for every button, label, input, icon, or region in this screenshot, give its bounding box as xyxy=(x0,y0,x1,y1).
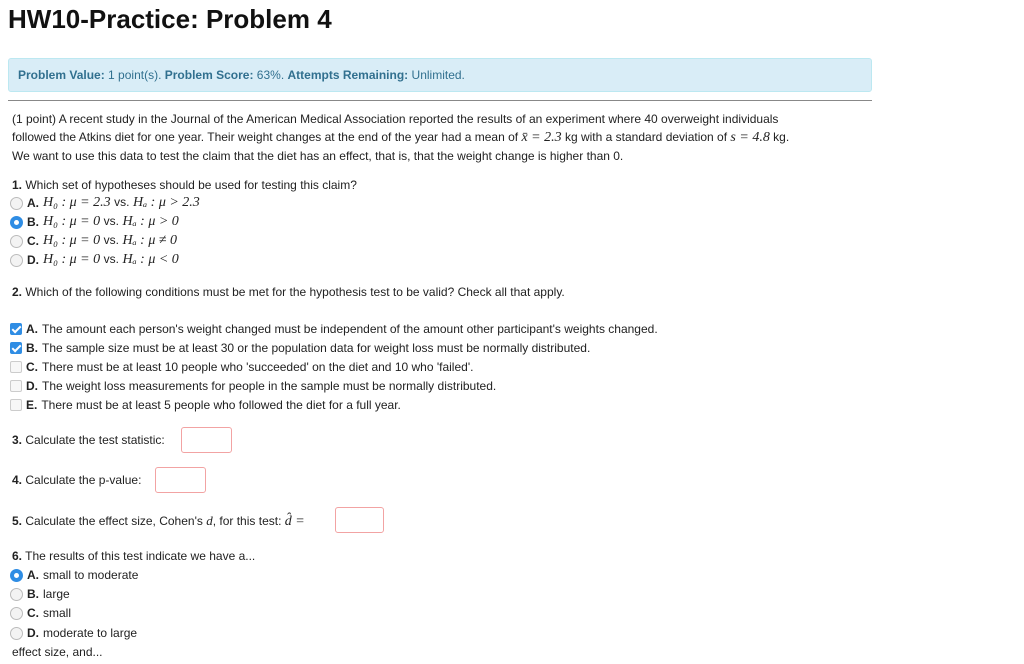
d-hat-expression: d̂ = xyxy=(284,514,305,529)
divider xyxy=(8,100,872,101)
q1-option-c[interactable] xyxy=(10,232,177,250)
option-text: The weight loss measurements for people in the sample must be normally distributed. xyxy=(42,379,497,393)
vs-text: vs. xyxy=(103,214,119,228)
radio-button[interactable] xyxy=(10,607,23,620)
cohens-d-symbol: d xyxy=(206,513,213,528)
problem-value-label: Problem Value: xyxy=(18,68,105,82)
checkbox[interactable] xyxy=(10,361,22,373)
alt-hypothesis: Hₐ : μ < 0 xyxy=(122,252,179,267)
option-label: A. xyxy=(26,322,38,336)
problem-text: kg with a standard deviation of xyxy=(564,130,728,144)
radio-button[interactable] xyxy=(10,235,23,248)
checkbox[interactable] xyxy=(10,399,22,411)
question-number: 4. xyxy=(12,473,23,487)
radio-button[interactable] xyxy=(10,588,23,601)
q2-option-a[interactable] xyxy=(10,320,658,338)
q6-option-b[interactable] xyxy=(10,585,70,603)
q1-option-a[interactable] xyxy=(10,194,200,212)
checkbox-checked[interactable] xyxy=(10,323,22,335)
option-label: D. xyxy=(26,379,38,393)
question-text: Calculate the effect size, Cohen's xyxy=(25,514,203,528)
null-hypothesis: H₀ : μ = 0 xyxy=(43,214,101,229)
option-text: The amount each person's weight changed must be independent of the amount other participant's weights changed. xyxy=(42,322,658,336)
q6-option-c[interactable] xyxy=(10,604,71,622)
option-label: C. xyxy=(26,360,38,374)
problem-line: We want to use this data to test the claim that the diet has an effect, that is, that the weight change is higher than 0. xyxy=(12,149,624,163)
option-label: D. xyxy=(27,253,39,267)
q6-trailing-text: effect size, and... xyxy=(12,645,103,659)
question-number: 5. xyxy=(12,514,23,528)
question-text: The results of this test indicate we have a... xyxy=(25,549,256,563)
question-text: Which set of hypotheses should be used for testing this claim? xyxy=(25,178,357,192)
question-5 xyxy=(12,513,305,530)
option-label: D. xyxy=(27,626,39,640)
null-hypothesis: H₀ : μ = 2.3 xyxy=(43,195,111,210)
sample-mean-expression: x̄ = 2.3 xyxy=(521,130,562,145)
problem-value: 1 point(s). xyxy=(108,68,162,82)
attempts-value: Unlimited. xyxy=(411,68,465,82)
hypothesis xyxy=(43,233,177,249)
q2-option-c[interactable] xyxy=(10,358,473,376)
radio-button[interactable] xyxy=(10,627,23,640)
null-hypothesis: H₀ : μ = 0 xyxy=(43,252,101,267)
option-label: A. xyxy=(27,196,39,210)
p-value-input[interactable] xyxy=(155,467,206,493)
option-text: small to moderate xyxy=(43,568,139,582)
radio-button[interactable] xyxy=(10,197,23,210)
problem-line xyxy=(12,128,872,147)
option-text: There must be at least 5 people who followed the diet for a full year. xyxy=(41,398,401,412)
q6-option-d[interactable] xyxy=(10,624,137,642)
effect-size-input[interactable] xyxy=(335,507,384,533)
option-text: moderate to large xyxy=(43,626,138,640)
alt-hypothesis: Hₐ : μ > 2.3 xyxy=(132,195,200,210)
attempts-label: Attempts Remaining: xyxy=(287,68,409,82)
question-number: 1. xyxy=(12,178,23,192)
option-text: large xyxy=(43,587,70,601)
q2-option-b[interactable] xyxy=(10,339,590,357)
hypothesis xyxy=(43,214,179,230)
radio-button[interactable] xyxy=(10,254,23,267)
option-label: B. xyxy=(26,341,38,355)
option-text: small xyxy=(43,606,72,620)
option-label: C. xyxy=(27,606,39,620)
null-hypothesis: H₀ : μ = 0 xyxy=(43,233,101,248)
question-number: 2. xyxy=(12,285,23,299)
hypothesis xyxy=(43,195,200,211)
question-1 xyxy=(12,178,357,192)
q6-option-a[interactable] xyxy=(10,566,138,584)
q2-option-e[interactable] xyxy=(10,396,401,414)
vs-text: vs. xyxy=(114,195,130,209)
option-text: The sample size must be at least 30 or the population data for weight loss must be normally distributed. xyxy=(42,341,591,355)
vs-text: vs. xyxy=(103,233,119,247)
q2-option-d[interactable] xyxy=(10,377,496,395)
checkbox-checked[interactable] xyxy=(10,342,22,354)
alt-hypothesis: Hₐ : μ > 0 xyxy=(122,214,179,229)
option-label: C. xyxy=(27,234,39,248)
radio-button-selected[interactable] xyxy=(10,569,23,582)
problem-text: kg. xyxy=(773,130,790,144)
vs-text: vs. xyxy=(103,252,119,266)
std-dev-expression: s = 4.8 xyxy=(730,130,770,145)
hypothesis xyxy=(43,252,179,268)
q1-option-d[interactable] xyxy=(10,251,179,269)
problem-text: followed the Atkins diet for one year. Their weight changes at the end of the year had a mean of xyxy=(12,130,519,144)
problem-line: (1 point) A recent study in the Journal of the American Medical Association reported the results of an experiment where 40 overweight individuals xyxy=(12,112,779,126)
question-4 xyxy=(12,473,141,487)
page-title: HW10-Practice: Problem 4 xyxy=(8,4,332,34)
problem-statement xyxy=(12,110,872,165)
question-6 xyxy=(12,549,255,563)
option-label: B. xyxy=(27,215,39,229)
alt-hypothesis: Hₐ : μ ≠ 0 xyxy=(122,233,178,248)
question-number: 3. xyxy=(12,433,23,447)
question-2 xyxy=(12,285,565,299)
question-text: Calculate the test statistic: xyxy=(25,433,165,447)
question-3 xyxy=(12,433,165,447)
question-text: Which of the following conditions must be met for the hypothesis test to be valid? Check all that apply. xyxy=(25,285,565,299)
q1-option-b[interactable] xyxy=(10,213,179,231)
option-label: A. xyxy=(27,568,39,582)
question-text: , for this test: xyxy=(212,514,282,528)
radio-button-selected[interactable] xyxy=(10,216,23,229)
problem-score: 63%. xyxy=(256,68,285,82)
question-number: 6. xyxy=(12,549,23,563)
problem-score-label: Problem Score: xyxy=(164,68,254,82)
test-statistic-input[interactable] xyxy=(181,427,232,453)
option-text: There must be at least 10 people who 'succeeded' on the diet and 10 who 'failed'. xyxy=(42,360,474,374)
problem-info-banner xyxy=(8,58,872,92)
checkbox[interactable] xyxy=(10,380,22,392)
question-text: Calculate the p-value: xyxy=(25,473,142,487)
option-label: B. xyxy=(27,587,39,601)
option-label: E. xyxy=(26,398,38,412)
